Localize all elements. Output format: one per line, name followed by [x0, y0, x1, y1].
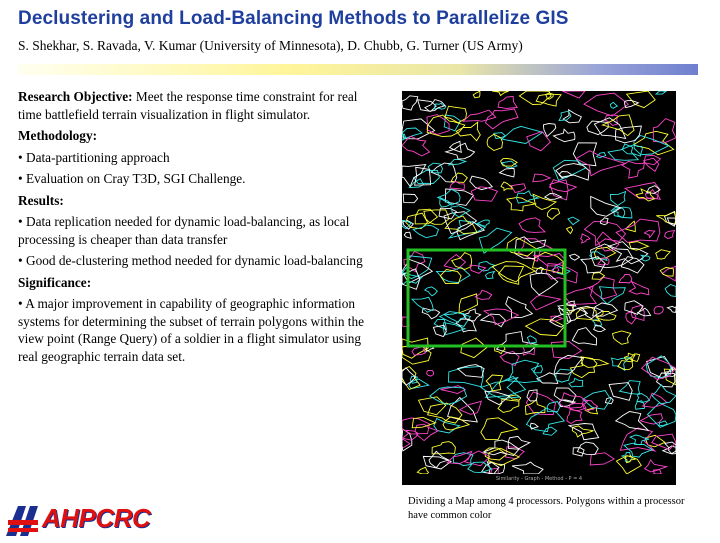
- terrain-polygon: [481, 314, 506, 327]
- terrain-polygon: [554, 129, 575, 142]
- terrain-polygon: [498, 96, 517, 108]
- terrain-polygon: [637, 394, 649, 403]
- significance-item: • A major improvement in capability of geographic information systems for determining the subset of terrain polygons within the view point (Range Query) of a soldier in a flight simulator using real geographic terrain data set.: [18, 296, 365, 364]
- terrain-polygon: [556, 369, 572, 382]
- terrain-polygon: [556, 164, 589, 181]
- range-query-box: [408, 250, 565, 346]
- terrain-polygon: [427, 370, 434, 376]
- terrain-polygon: [569, 378, 583, 387]
- terrain-polygon: [527, 390, 537, 401]
- terrain-polygon: [619, 274, 632, 283]
- terrain-polygon: [572, 328, 596, 345]
- results-item: • Data replication needed for dynamic load-balancing, as local processing is cheaper than data transfer: [18, 214, 350, 247]
- methodology-item: • Evaluation on Cray T3D, SGI Challenge.: [18, 171, 246, 186]
- methodology-heading: Methodology:: [18, 128, 98, 143]
- terrain-polygon: [527, 336, 536, 343]
- figure-caption: Dividing a Map among 4 processors. Polygons within a processor have common color: [408, 496, 685, 521]
- terrain-polygon: [547, 208, 559, 219]
- terrain-polygon: [404, 232, 411, 238]
- terrain-polygon: [425, 287, 438, 296]
- terrain-polygon: [594, 118, 625, 139]
- terrain-polygon: [641, 255, 650, 261]
- terrain-polygon: [665, 231, 675, 239]
- terrain-polygon: [613, 331, 631, 344]
- terrain-polygon: [599, 287, 625, 304]
- terrain-polygon: [530, 273, 558, 295]
- slide-body: [18, 88, 378, 369]
- terrain-polygon: [584, 93, 628, 116]
- terrain-polygon: [605, 115, 618, 126]
- terrain-polygon: [543, 124, 555, 137]
- terrain-polygon: [507, 237, 537, 256]
- terrain-polygon: [481, 418, 518, 440]
- terrain-polygon: [417, 467, 428, 474]
- terrain-polygon: [519, 91, 551, 105]
- terrain-polygon: [444, 255, 465, 270]
- terrain-polygon: [656, 250, 671, 259]
- terrain-polygon: [610, 192, 625, 206]
- terrain-polygon: [458, 365, 485, 378]
- terrain-polygon: [594, 325, 606, 332]
- terrain-polygon: [402, 136, 430, 156]
- terrain-polygon: [644, 231, 654, 238]
- terrain-polygon: [533, 174, 550, 182]
- terrain-polygon: [667, 218, 676, 225]
- logo-text: AHPCRC: [42, 503, 151, 533]
- terrain-polygon: [567, 409, 582, 423]
- terrain-polygon: [591, 197, 621, 217]
- results-item: • Good de-clustering method needed for dynamic load-balancing: [18, 253, 363, 268]
- authors-line: S. Shekhar, S. Ravada, V. Kumar (University of Minnesota), D. Chubb, G. Turner (US Army): [18, 38, 523, 53]
- terrain-polygon: [629, 282, 649, 295]
- ahpcrc-logo: [4, 502, 160, 538]
- terrain-polygon: [627, 91, 656, 108]
- terrain-polygon: [533, 194, 556, 209]
- terrain-polygon: [581, 234, 590, 243]
- terrain-polygon: [430, 387, 467, 405]
- terrain-polygon: [470, 176, 493, 189]
- terrain-polygon: [652, 385, 676, 404]
- terrain-polygon: [644, 158, 659, 171]
- terrain-polygon: [452, 253, 472, 270]
- terrain-polygon: [634, 136, 669, 155]
- logo-mark-icon: [4, 502, 44, 538]
- terrain-polygon: [562, 91, 585, 98]
- terrain-polygon: [531, 296, 561, 310]
- terrain-polygon: [413, 225, 438, 238]
- slide-title: Declustering and Load-Balancing Methods to Parallelize GIS: [18, 8, 569, 29]
- terrain-polygon: [410, 376, 417, 383]
- terrain-polygon: [473, 91, 480, 98]
- terrain-polygon: [498, 399, 519, 412]
- terrain-polygon: [441, 386, 466, 394]
- terrain-polygon: [570, 254, 580, 260]
- title-divider: [18, 64, 698, 75]
- terrain-polygon: [576, 151, 625, 176]
- terrain-polygon: [616, 412, 649, 431]
- terrain-polygon: [603, 115, 635, 136]
- terrain-polygon: [660, 267, 673, 276]
- terrain-polygon: [485, 271, 494, 278]
- terrain-polygon: [610, 102, 617, 108]
- terrain-polygon: [591, 244, 634, 268]
- terrain-polygon: [512, 462, 543, 474]
- results-heading: Results:: [18, 192, 64, 208]
- methodology-item: • Data-partitioning approach: [18, 149, 170, 165]
- terrain-map-image: [402, 91, 676, 485]
- objective-label: Research Objective:: [18, 89, 133, 104]
- terrain-polygon: [567, 227, 573, 234]
- terrain-polygon: [581, 357, 608, 367]
- terrain-polygon: [527, 132, 551, 151]
- terrain-polygons: [402, 91, 676, 474]
- terrain-polygon: [620, 428, 655, 451]
- terrain-polygon: [506, 297, 533, 318]
- terrain-polygon: [608, 242, 647, 264]
- terrain-polygon: [519, 218, 545, 233]
- significance-heading: Significance:: [18, 274, 92, 290]
- terrain-polygon: [501, 182, 512, 190]
- terrain-polygon: [428, 163, 442, 173]
- terrain-polygon: [508, 360, 541, 382]
- terrain-polygon: [625, 100, 639, 107]
- terrain-polygon: [526, 319, 565, 336]
- terrain-polygon: [654, 307, 664, 315]
- terrain-polygon: [608, 144, 638, 160]
- terrain-polygon: [451, 173, 467, 182]
- terrain-polygon: [600, 218, 608, 225]
- terrain-polygon: [572, 426, 593, 437]
- terrain-polygon: [656, 91, 666, 94]
- objective-text: Meet the response time constraint for real time battlefield terrain visualization in flight simulator.: [18, 89, 358, 122]
- terrain-polygon: [665, 285, 676, 297]
- terrain-polygon: [620, 381, 641, 395]
- terrain-polygon: [527, 408, 565, 432]
- objective-paragraph: [18, 88, 378, 123]
- terrain-polygon: [403, 194, 418, 203]
- terrain-polygon: [448, 398, 478, 422]
- terrain-polygon: [550, 180, 568, 200]
- terrain-polygon: [475, 290, 491, 299]
- terrain-polygon: [515, 237, 546, 259]
- terrain-polygon: [573, 143, 596, 166]
- terrain-polygon: [461, 338, 487, 358]
- terrain-polygon: [668, 306, 677, 312]
- terrain-polygon: [537, 373, 558, 384]
- terrain-polygon: [616, 456, 641, 474]
- terrain-polygon: [530, 423, 538, 429]
- terrain-polygon: [492, 91, 509, 96]
- terrain-polygon: [550, 180, 577, 192]
- terrain-polygon: [427, 115, 465, 137]
- map-footer-label: Similarity - Graph - Method - P = 4: [495, 476, 583, 482]
- terrain-polygon: [470, 265, 485, 273]
- terrain-polygon: [500, 168, 515, 177]
- terrain-polygon: [526, 400, 546, 415]
- terrain-polygon: [502, 126, 543, 143]
- terrain-polygon: [564, 286, 596, 304]
- terrain-polygon: [568, 217, 579, 225]
- terrain-polygon: [402, 96, 418, 110]
- terrain-polygon: [444, 212, 477, 234]
- terrain-polygon: [492, 262, 535, 282]
